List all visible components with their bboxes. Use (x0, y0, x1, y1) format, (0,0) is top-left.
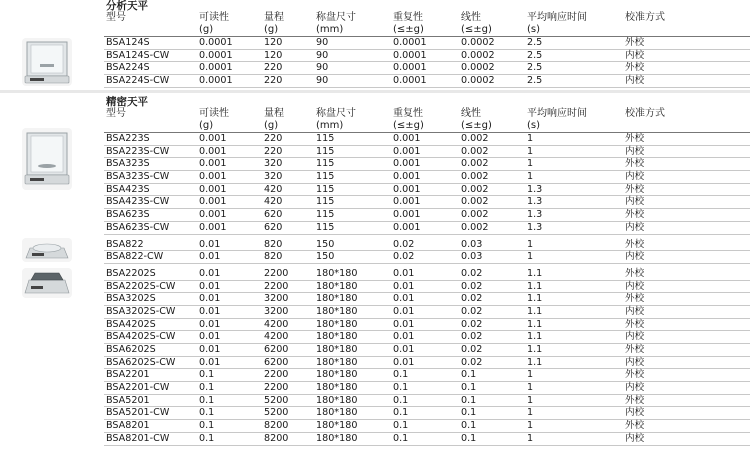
cell-pan-size: 115 (316, 145, 335, 157)
cell-readability: 0.01 (199, 356, 221, 368)
cell-pan-size: 180*180 (316, 356, 358, 368)
cell-readability: 0.01 (199, 331, 221, 343)
cell-pan-size: 115 (316, 171, 335, 183)
cell-capacity: 220 (264, 145, 283, 157)
col-response-time: 平均响应时间 (s) (527, 108, 587, 131)
table-row (0, 62, 750, 75)
cell-linearity: 0.02 (461, 331, 483, 343)
cell-capacity: 4200 (264, 318, 289, 330)
cell-response-time: 1.1 (527, 344, 543, 355)
cell-response-time: 1 (527, 420, 534, 432)
table-row (0, 395, 750, 408)
cell-readability: 0.001 (199, 209, 227, 221)
cell-model: BSA223S-CW (106, 145, 170, 157)
cell-calibration: 外校 (625, 344, 645, 355)
cell-readability: 0.0001 (199, 49, 233, 61)
cell-model: BSA3202S-CW (106, 305, 176, 317)
row-divider (104, 445, 750, 446)
cell-response-time: 1 (527, 369, 534, 381)
cell-pan-size: 180*180 (316, 394, 358, 406)
cell-model: BSA323S-CW (106, 171, 170, 183)
table-row (0, 331, 750, 344)
col-pan-size: 称盘尺寸 (mm) (316, 108, 356, 131)
cell-response-time: 1 (527, 394, 534, 406)
cell-capacity: 620 (264, 209, 283, 221)
cell-response-time: 1 (527, 171, 534, 183)
cell-linearity: 0.1 (461, 432, 477, 444)
cell-repeatability: 0.1 (393, 432, 409, 444)
col-calibration: 校准方式 (625, 108, 665, 119)
cell-pan-size: 180*180 (316, 344, 358, 355)
cell-repeatability: 0.1 (393, 420, 409, 432)
table-row (0, 293, 750, 306)
cell-response-time: 1.1 (527, 280, 543, 292)
cell-model: BSA2202S (106, 267, 156, 279)
cell-calibration: 外校 (625, 267, 645, 279)
cell-capacity: 6200 (264, 356, 289, 368)
cell-repeatability: 0.001 (393, 145, 421, 157)
col-readability: 可读性 (g) (199, 12, 229, 35)
cell-calibration: 内校 (625, 251, 645, 263)
cell-pan-size: 180*180 (316, 318, 358, 330)
cell-repeatability: 0.1 (393, 369, 409, 381)
cell-response-time: 1.1 (527, 318, 543, 330)
cell-repeatability: 0.01 (393, 305, 415, 317)
cell-linearity: 0.1 (461, 369, 477, 381)
table-row (0, 344, 750, 357)
table-row (0, 306, 750, 319)
cell-pan-size: 180*180 (316, 407, 358, 419)
cell-linearity: 0.03 (461, 238, 483, 250)
cell-readability: 0.001 (199, 145, 227, 157)
cell-calibration: 外校 (625, 293, 645, 305)
cell-repeatability: 0.0001 (393, 62, 427, 74)
cell-linearity: 0.0002 (461, 49, 495, 61)
cell-model: BSA223S (106, 133, 150, 144)
cell-pan-size: 90 (316, 62, 329, 74)
cell-capacity: 220 (264, 133, 283, 144)
cell-repeatability: 0.02 (393, 251, 415, 263)
cell-model: BSA2202S-CW (106, 280, 176, 292)
cell-linearity: 0.002 (461, 209, 489, 221)
cell-model: BSA224S (106, 62, 150, 74)
cell-linearity: 0.002 (461, 221, 489, 233)
cell-model: BSA224S-CW (106, 75, 170, 87)
cell-response-time: 1 (527, 145, 534, 157)
row-divider (104, 234, 750, 235)
cell-calibration: 外校 (625, 394, 645, 406)
cell-repeatability: 0.1 (393, 394, 409, 406)
cell-calibration: 内校 (625, 145, 645, 157)
cell-capacity: 3200 (264, 305, 289, 317)
cell-capacity: 220 (264, 75, 283, 87)
cell-pan-size: 180*180 (316, 331, 358, 343)
cell-model: BSA623S (106, 209, 150, 221)
cell-response-time: 1 (527, 251, 534, 263)
cell-linearity: 0.002 (461, 171, 489, 183)
cell-linearity: 0.02 (461, 267, 483, 279)
cell-repeatability: 0.001 (393, 196, 421, 208)
cell-capacity: 320 (264, 171, 283, 183)
cell-linearity: 0.0002 (461, 62, 495, 74)
col-capacity: 量程 (g) (264, 12, 284, 35)
cell-capacity: 820 (264, 251, 283, 263)
cell-linearity: 0.002 (461, 183, 489, 195)
table-row (0, 209, 750, 222)
cell-readability: 0.01 (199, 318, 221, 330)
cell-linearity: 0.02 (461, 356, 483, 368)
table-row (0, 251, 750, 264)
table-header (0, 108, 750, 132)
table-row (0, 50, 750, 63)
cell-model: BSA5201-CW (106, 407, 170, 419)
cell-readability: 0.01 (199, 238, 221, 250)
col-repeatability: 重复性 (≤±g) (393, 12, 424, 35)
table-row (0, 382, 750, 395)
table-body (0, 133, 750, 446)
cell-pan-size: 180*180 (316, 420, 358, 432)
cell-linearity: 0.02 (461, 344, 483, 355)
cell-model: BSA2201 (106, 369, 150, 381)
col-model: 型号 (106, 12, 126, 23)
cell-calibration: 内校 (625, 432, 645, 444)
cell-repeatability: 0.1 (393, 382, 409, 394)
cell-pan-size: 115 (316, 196, 335, 208)
cell-model: BSA8201-CW (106, 432, 170, 444)
cell-repeatability: 0.01 (393, 267, 415, 279)
cell-calibration: 外校 (625, 183, 645, 195)
cell-readability: 0.1 (199, 394, 215, 406)
cell-repeatability: 0.01 (393, 344, 415, 355)
table-row (0, 281, 750, 294)
cell-calibration: 内校 (625, 331, 645, 343)
cell-model: BSA5201 (106, 394, 150, 406)
cell-pan-size: 180*180 (316, 382, 358, 394)
cell-linearity: 0.02 (461, 280, 483, 292)
row-divider (104, 87, 750, 88)
section-divider (0, 90, 750, 93)
cell-pan-size: 115 (316, 183, 335, 195)
cell-model: BSA124S-CW (106, 49, 170, 61)
cell-response-time: 2.5 (527, 62, 543, 74)
cell-repeatability: 0.01 (393, 280, 415, 292)
cell-readability: 0.01 (199, 344, 221, 355)
cell-calibration: 内校 (625, 280, 645, 292)
cell-calibration: 内校 (625, 221, 645, 233)
cell-response-time: 2.5 (527, 75, 543, 87)
cell-linearity: 0.1 (461, 420, 477, 432)
table-row (0, 37, 750, 50)
cell-response-time: 1 (527, 382, 534, 394)
cell-repeatability: 0.01 (393, 331, 415, 343)
cell-pan-size: 150 (316, 238, 335, 250)
cell-response-time: 1.1 (527, 305, 543, 317)
cell-calibration: 外校 (625, 37, 645, 48)
cell-repeatability: 0.1 (393, 407, 409, 419)
cell-calibration: 外校 (625, 318, 645, 330)
cell-response-time: 1.3 (527, 183, 543, 195)
cell-linearity: 0.1 (461, 394, 477, 406)
cell-readability: 0.001 (199, 171, 227, 183)
cell-response-time: 1.3 (527, 221, 543, 233)
cell-repeatability: 0.001 (393, 171, 421, 183)
cell-readability: 0.01 (199, 293, 221, 305)
table-row (0, 369, 750, 382)
cell-calibration: 内校 (625, 382, 645, 394)
cell-pan-size: 115 (316, 209, 335, 221)
col-response-time: 平均响应时间 (s) (527, 12, 587, 35)
cell-pan-size: 180*180 (316, 432, 358, 444)
cell-capacity: 2200 (264, 267, 289, 279)
table-row (0, 196, 750, 209)
cell-pan-size: 180*180 (316, 280, 358, 292)
cell-linearity: 0.03 (461, 251, 483, 263)
cell-readability: 0.1 (199, 420, 215, 432)
cell-capacity: 3200 (264, 293, 289, 305)
table-row (0, 420, 750, 433)
cell-repeatability: 0.0001 (393, 49, 427, 61)
cell-response-time: 2.5 (527, 37, 543, 48)
cell-readability: 0.001 (199, 158, 227, 170)
cell-repeatability: 0.001 (393, 221, 421, 233)
cell-readability: 0.0001 (199, 37, 233, 48)
cell-linearity: 0.1 (461, 407, 477, 419)
cell-repeatability: 0.01 (393, 293, 415, 305)
cell-response-time: 1.1 (527, 331, 543, 343)
col-repeatability: 重复性 (≤±g) (393, 108, 424, 131)
cell-calibration: 外校 (625, 209, 645, 221)
cell-response-time: 1.1 (527, 267, 543, 279)
cell-capacity: 420 (264, 196, 283, 208)
cell-response-time: 1 (527, 432, 534, 444)
cell-repeatability: 0.02 (393, 238, 415, 250)
cell-capacity: 220 (264, 62, 283, 74)
cell-capacity: 2200 (264, 369, 289, 381)
col-model: 型号 (106, 108, 126, 119)
section-title: 分析天平 (106, 0, 148, 12)
table-row (0, 407, 750, 420)
cell-pan-size: 90 (316, 49, 329, 61)
cell-readability: 0.01 (199, 251, 221, 263)
cell-readability: 0.1 (199, 382, 215, 394)
cell-capacity: 4200 (264, 331, 289, 343)
cell-capacity: 2200 (264, 280, 289, 292)
cell-model: BSA4202S (106, 318, 156, 330)
table-row (0, 357, 750, 370)
col-pan-size: 称盘尺寸 (mm) (316, 12, 356, 35)
section-title: 精密天平 (106, 96, 148, 108)
cell-capacity: 8200 (264, 420, 289, 432)
table-row (0, 222, 750, 235)
table-row (0, 184, 750, 197)
cell-capacity: 320 (264, 158, 283, 170)
col-linearity: 线性 (≤±g) (461, 12, 492, 35)
cell-pan-size: 180*180 (316, 369, 358, 381)
cell-model: BSA6202S (106, 344, 156, 355)
cell-readability: 0.001 (199, 183, 227, 195)
table-row (0, 171, 750, 184)
cell-calibration: 外校 (625, 420, 645, 432)
cell-repeatability: 0.0001 (393, 75, 427, 87)
cell-readability: 0.01 (199, 280, 221, 292)
cell-readability: 0.01 (199, 305, 221, 317)
cell-response-time: 1 (527, 133, 534, 144)
cell-model: BSA2201-CW (106, 382, 170, 394)
cell-repeatability: 0.001 (393, 209, 421, 221)
cell-readability: 0.1 (199, 369, 215, 381)
cell-capacity: 2200 (264, 382, 289, 394)
table-row (0, 146, 750, 159)
cell-readability: 0.001 (199, 221, 227, 233)
cell-readability: 0.1 (199, 432, 215, 444)
table-body (0, 37, 750, 88)
table-row (0, 433, 750, 446)
table-row (0, 239, 750, 252)
cell-pan-size: 180*180 (316, 305, 358, 317)
cell-linearity: 0.0002 (461, 37, 495, 48)
cell-linearity: 0.02 (461, 305, 483, 317)
cell-capacity: 6200 (264, 344, 289, 355)
cell-linearity: 0.002 (461, 133, 489, 144)
cell-repeatability: 0.001 (393, 133, 421, 144)
cell-readability: 0.0001 (199, 62, 233, 74)
cell-response-time: 1.1 (527, 356, 543, 368)
cell-readability: 0.0001 (199, 75, 233, 87)
cell-linearity: 0.002 (461, 196, 489, 208)
cell-calibration: 外校 (625, 369, 645, 381)
cell-model: BSA3202S (106, 293, 156, 305)
cell-capacity: 5200 (264, 394, 289, 406)
row-divider (104, 263, 750, 264)
cell-response-time: 1 (527, 158, 534, 170)
cell-model: BSA822-CW (106, 251, 164, 263)
cell-readability: 0.001 (199, 196, 227, 208)
cell-model: BSA623S-CW (106, 221, 170, 233)
cell-model: BSA4202S-CW (106, 331, 176, 343)
cell-calibration: 内校 (625, 305, 645, 317)
table-row (0, 75, 750, 88)
cell-pan-size: 115 (316, 133, 335, 144)
cell-readability: 0.001 (199, 133, 227, 144)
col-capacity: 量程 (g) (264, 108, 284, 131)
table-row (0, 133, 750, 146)
cell-pan-size: 90 (316, 75, 329, 87)
cell-capacity: 620 (264, 221, 283, 233)
table-row (0, 319, 750, 332)
col-readability: 可读性 (g) (199, 108, 229, 131)
cell-capacity: 5200 (264, 407, 289, 419)
cell-repeatability: 0.0001 (393, 37, 427, 48)
cell-calibration: 内校 (625, 75, 645, 87)
cell-model: BSA323S (106, 158, 150, 170)
cell-capacity: 120 (264, 49, 283, 61)
cell-calibration: 内校 (625, 407, 645, 419)
cell-model: BSA124S (106, 37, 150, 48)
cell-pan-size: 115 (316, 158, 335, 170)
cell-calibration: 内校 (625, 49, 645, 61)
cell-linearity: 0.002 (461, 158, 489, 170)
cell-response-time: 2.5 (527, 49, 543, 61)
cell-capacity: 420 (264, 183, 283, 195)
cell-pan-size: 90 (316, 37, 329, 48)
cell-calibration: 外校 (625, 62, 645, 74)
table-row (0, 268, 750, 281)
cell-model: BSA6202S-CW (106, 356, 176, 368)
cell-response-time: 1.3 (527, 196, 543, 208)
cell-model: BSA8201 (106, 420, 150, 432)
cell-calibration: 外校 (625, 158, 645, 170)
cell-capacity: 120 (264, 37, 283, 48)
cell-model: BSA423S (106, 183, 150, 195)
cell-readability: 0.1 (199, 407, 215, 419)
cell-calibration: 内校 (625, 196, 645, 208)
cell-calibration: 外校 (625, 238, 645, 250)
col-linearity: 线性 (≤±g) (461, 108, 492, 131)
cell-model: BSA423S-CW (106, 196, 170, 208)
table-row (0, 158, 750, 171)
cell-response-time: 1.3 (527, 209, 543, 221)
cell-pan-size: 150 (316, 251, 335, 263)
cell-linearity: 0.002 (461, 145, 489, 157)
cell-calibration: 外校 (625, 133, 645, 144)
cell-model: BSA822 (106, 238, 144, 250)
cell-linearity: 0.0002 (461, 75, 495, 87)
cell-repeatability: 0.01 (393, 318, 415, 330)
cell-capacity: 820 (264, 238, 283, 250)
cell-repeatability: 0.01 (393, 356, 415, 368)
cell-linearity: 0.02 (461, 318, 483, 330)
cell-calibration: 内校 (625, 171, 645, 183)
cell-linearity: 0.02 (461, 293, 483, 305)
cell-pan-size: 180*180 (316, 293, 358, 305)
col-calibration: 校准方式 (625, 12, 665, 23)
cell-pan-size: 180*180 (316, 267, 358, 279)
cell-repeatability: 0.001 (393, 158, 421, 170)
cell-repeatability: 0.001 (393, 183, 421, 195)
cell-response-time: 1 (527, 407, 534, 419)
cell-readability: 0.01 (199, 267, 221, 279)
cell-response-time: 1 (527, 238, 534, 250)
cell-response-time: 1.1 (527, 293, 543, 305)
cell-calibration: 内校 (625, 356, 645, 368)
cell-capacity: 8200 (264, 432, 289, 444)
cell-pan-size: 115 (316, 221, 335, 233)
cell-linearity: 0.1 (461, 382, 477, 394)
table-header (0, 12, 750, 36)
